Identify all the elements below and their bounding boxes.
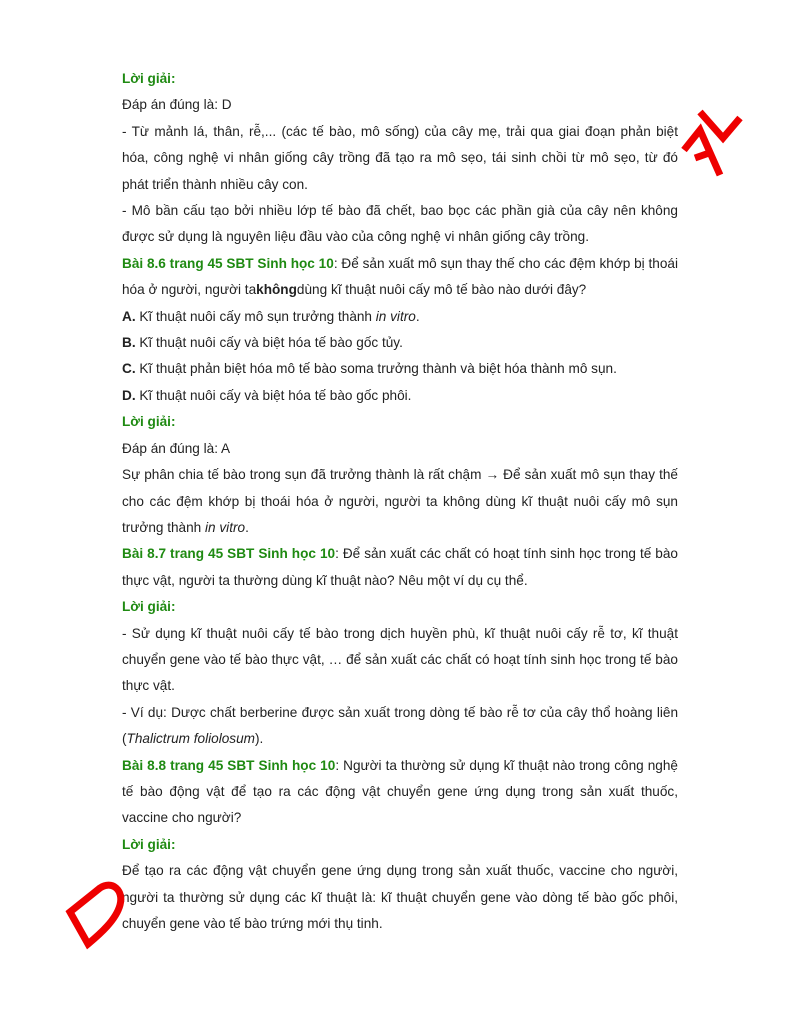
text-run: Thalictrum foliolosum [126, 731, 255, 747]
text-run: dùng kĩ thuật nuôi cấy mô tế bào nào dưới đây? [296, 282, 587, 298]
text-run: - Ví dụ: Dược chất berberine được sản xuất trong dòng tế bào rễ tơ của cây thổ hoàng liên ( [122, 704, 678, 747]
text-run: - Từ mảnh lá, thân, rễ,... (các tế bào, mô sống) của cây mẹ, trải qua giai đoạn phản biệt hóa, công nghệ vi nhân giống cây trồng đã tạo ra mô sẹo, tái sinh chồi từ mô sẹo, từ đó phát triển thành nhiều cây con. [122, 123, 678, 192]
text-run: Kĩ thuật nuôi cấy mô sụn trưởng thành [135, 308, 376, 324]
text-run: không [256, 282, 297, 298]
question-label: Bài 8.7 trang 45 SBT Sinh học 10 [122, 546, 336, 562]
text-run: C. [122, 361, 136, 377]
watermark-bottom-left [70, 885, 121, 944]
question-label: Bài 8.6 trang 45 SBT Sinh học 10 [122, 255, 334, 271]
text-paragraph [122, 700, 678, 753]
text-run: - Sử dụng kĩ thuật nuôi cấy tế bào trong dịch huyền phù, kĩ thuật nuôi cấy rễ tơ, kĩ thuật chuyển gene vào tế bào thực vật, … để sản xuất các chất có hoạt tính sinh học trong tế bào thực vật. [122, 625, 678, 694]
text-run: Kĩ thuật phản biệt hóa mô tế bào soma trưởng thành và biệt hóa thành mô sụn. [135, 361, 617, 377]
answer-heading: Lời giải: [122, 599, 176, 615]
text-paragraph [122, 198, 678, 251]
question-paragraph [122, 251, 678, 304]
text-run: Để tạo ra các động vật chuyển gene ứng dụng trong sản xuất thuốc, vaccine cho người, người ta thường sử dụng các kĩ thuật là: kĩ thuật chuyển gene vào dòng tế bào gốc phôi, chuyển gene vào tế bào trứng mới thụ tinh. [122, 863, 678, 931]
text-run: ). [254, 731, 264, 747]
text-paragraph [122, 383, 678, 409]
answer-heading: Lời giải: [122, 414, 176, 430]
text-run: . [415, 308, 420, 324]
text-run: Đáp án đúng là: D [122, 97, 232, 113]
text-run: B. [122, 335, 136, 351]
text-paragraph [122, 462, 678, 541]
text-run: D. [122, 387, 136, 403]
question-label: Bài 8.8 trang 45 SBT Sinh học 10 [122, 757, 336, 773]
text-paragraph [122, 304, 678, 330]
text-paragraph [122, 119, 678, 198]
text-paragraph [122, 92, 678, 118]
answer-heading: Lời giải: [122, 71, 176, 86]
text-run: Kĩ thuật nuôi cấy và biệt hóa tế bào gốc tủy. [135, 335, 403, 351]
answer-heading: Lời giải: [122, 836, 176, 852]
text-run: Sự phân chia tế bào trong sụn đã trưởng thành là rất chậm → Để sản xuất mô sụn thay thế cho các đệm khớp bị thoái hóa ở người, người ta không dùng kĩ thuật nuôi cấy mô sụn trưởng thành [122, 467, 678, 535]
text-paragraph [122, 330, 678, 356]
text-run: : Để sản xuất các chất có hoạt tính sinh học trong tế bào thực vật, người ta thường dùng kĩ thuật nào? Nêu một ví dụ cụ thể. [122, 546, 678, 588]
text-run: Kĩ thuật nuôi cấy và biệt hóa tế bào gốc phôi. [135, 387, 412, 403]
text-run: : Người ta thường sử dụng kĩ thuật nào trong công nghệ tế bào động vật để tạo ra các động vật chuyển gene ứng dụng trong sản xuất thuốc, vaccine cho người? [122, 757, 678, 826]
watermark-top-right [684, 112, 740, 175]
question-paragraph [122, 541, 678, 594]
text-paragraph [122, 858, 678, 937]
document-body [122, 66, 678, 937]
text-run: - Mô bần cấu tạo bởi nhiều lớp tế bào đã chết, bao bọc các phần già của cây nên không được sử dụng là nguyên liệu đầu vào của công nghệ vi nhân giống cây trồng. [122, 203, 678, 245]
text-paragraph [122, 621, 678, 700]
text-run: in vitro [205, 519, 246, 535]
text-run: in vitro [375, 308, 416, 324]
text-paragraph [122, 356, 678, 382]
text-paragraph [122, 436, 678, 462]
question-paragraph [122, 753, 678, 832]
text-run: Đáp án đúng là: A [122, 440, 231, 456]
text-run: : Để sản xuất mô sụn thay thế cho các đệm khớp bị thoái hóa ở người, người ta [122, 255, 678, 298]
text-run: A. [122, 308, 136, 324]
text-run: . [245, 519, 249, 535]
